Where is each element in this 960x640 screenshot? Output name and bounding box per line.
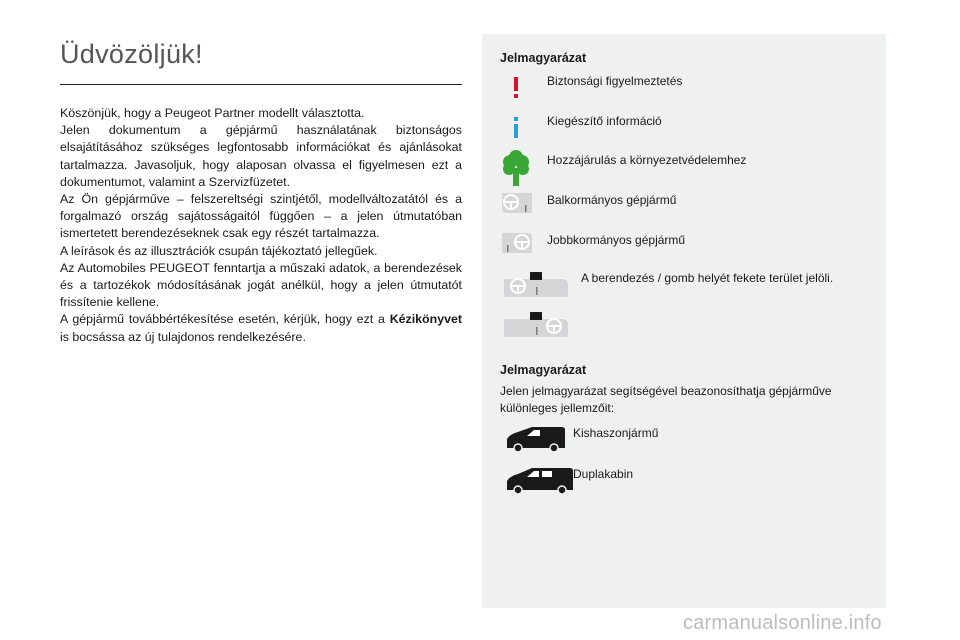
double-cab-van-icon <box>504 464 576 496</box>
legend-intro: Jelen jelmagyarázat segítségével beazonosíthatja gépjárműve különleges jellemzőit: <box>500 384 832 415</box>
info-icon <box>510 114 522 140</box>
legend-label-location: A berendezés / gomb helyét fekete terület jelöli. <box>581 271 834 285</box>
paragraph: Köszönjük, hogy a Peugeot Partner modellt választotta. <box>60 106 365 120</box>
legend-label-van: Kishaszonjármű <box>573 426 659 440</box>
dashboard-location-icon <box>500 269 572 303</box>
tree-icon <box>500 150 532 188</box>
paragraph-text: A gépjármű továbbértékesítése esetén, kérjük, hogy ezt a <box>60 312 390 327</box>
legend-label-environment: Hozzájárulás a környezetvédelemhez <box>547 153 747 167</box>
welcome-section <box>60 34 462 346</box>
legend-label-safety: Biztonsági figyelmeztetés <box>547 74 683 88</box>
left-hand-drive-icon <box>500 191 534 217</box>
page-title: Üdvözöljük! <box>60 39 203 69</box>
legend-label-lhd: Balkormányos gépjármű <box>547 193 677 207</box>
welcome-text <box>60 105 462 346</box>
watermark: carmanualsonline.info <box>683 612 882 634</box>
dashboard-location-rhd-icon <box>500 309 572 343</box>
title-divider <box>60 84 462 85</box>
van-icon <box>504 424 568 454</box>
right-hand-drive-icon <box>500 231 534 257</box>
paragraph <box>60 311 462 345</box>
paragraph: Jelen dokumentum a gépjármű használatának biztonságos elsajátításához szükséges legfontosabb információkat és ajánlásokat tartalmazza. Javasoljuk, hogy alaposan olvassa el figyelmesen ezt a dokumentumot, valamint a Szervizfüzetet. <box>60 123 462 189</box>
exclamation-icon <box>510 74 522 100</box>
paragraph-text: is bocsássa az új tulajdonos rendelkezésére. <box>60 329 306 344</box>
legend-heading: Jelmagyarázat <box>500 51 587 65</box>
paragraph: A leírások és az illusztrációk csupán tájékoztató jellegűek. <box>60 243 378 258</box>
legend-label-info: Kiegészítő információ <box>547 114 662 128</box>
paragraph: Az Automobiles PEUGEOT fenntartja a műszaki adatok, a berendezések és a tartozékok módosításának jogát anélkül, hogy a jelen útmutatót frissítenie kellene. <box>60 260 462 310</box>
legend-label-rhd: Jobbkormányos gépjármű <box>547 233 686 247</box>
manual-term: Kézikönyvet <box>389 312 462 327</box>
legend-panel <box>482 34 886 608</box>
paragraph: Az Ön gépjárműve – felszereltségi szintjétől, modellváltozatától és a forgalmazó ország sajátosságaitól függően – a jelen útmutatóban ismertetett berendezéseknek csak egy részét tartalmazza. <box>60 192 462 241</box>
legend-heading-vehicle: Jelmagyarázat <box>500 363 587 377</box>
legend-label-double-cab: Duplakabin <box>573 467 634 481</box>
